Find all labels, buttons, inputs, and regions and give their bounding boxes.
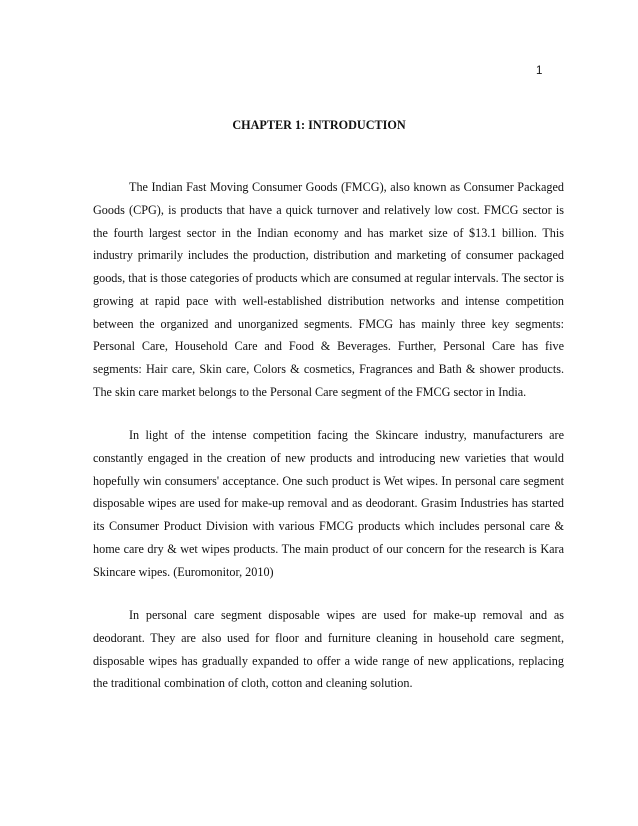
chapter-title: CHAPTER 1: INTRODUCTION xyxy=(232,118,406,132)
body-paragraph-skincare-competition: In light of the intense competition facing the Skincare industry, manufacturers are constantly engaged in the creation of new products and introducing new varieties that would hopefully win consumers' acceptance. One such product is Wet wipes. In personal care segment disposable wipes are used for make-up removal and as deodorant. Grasim Industries has started its Consumer Product Division with various FMCG products which includes personal care & home care dry & wet wipes products. The main product of our concern for the research is Kara Skincare wipes. (Euromonitor, 2010) xyxy=(93,428,564,579)
page-number: 1 xyxy=(536,65,543,77)
body-paragraph-fmcg-overview: The Indian Fast Moving Consumer Goods (FMCG), also known as Consumer Packaged Goods (CPG), is products that have a quick turnover and relatively low cost. FMCG sector is the fourth largest sector in the Indian economy and has market size of $13.1 billion. This industry primarily includes the production, distribution and marketing of consumer packaged goods, that is those categories of products which are consumed at regular intervals. The sector is growing at rapid pace with well-established distribution networks and intense competition between the organized and unorganized segments. FMCG has mainly three key segments: Personal Care, Household Care and Food & Beverages. Further, Personal Care has five segments: Hair care, Skin care, Colors & cosmetics, Fragrances and Bath & shower products. The skin care market belongs to the Personal Care segment of the FMCG sector in India. xyxy=(93,180,564,399)
body-paragraph-disposable-wipes: In personal care segment disposable wipes are used for make-up removal and as deodorant. They are also used for floor and furniture cleaning in household care segment, disposable wipes has gradually expanded to offer a wide range of new applications, replacing the traditional combination of cloth, cotton and cleaning solution. xyxy=(93,608,564,691)
